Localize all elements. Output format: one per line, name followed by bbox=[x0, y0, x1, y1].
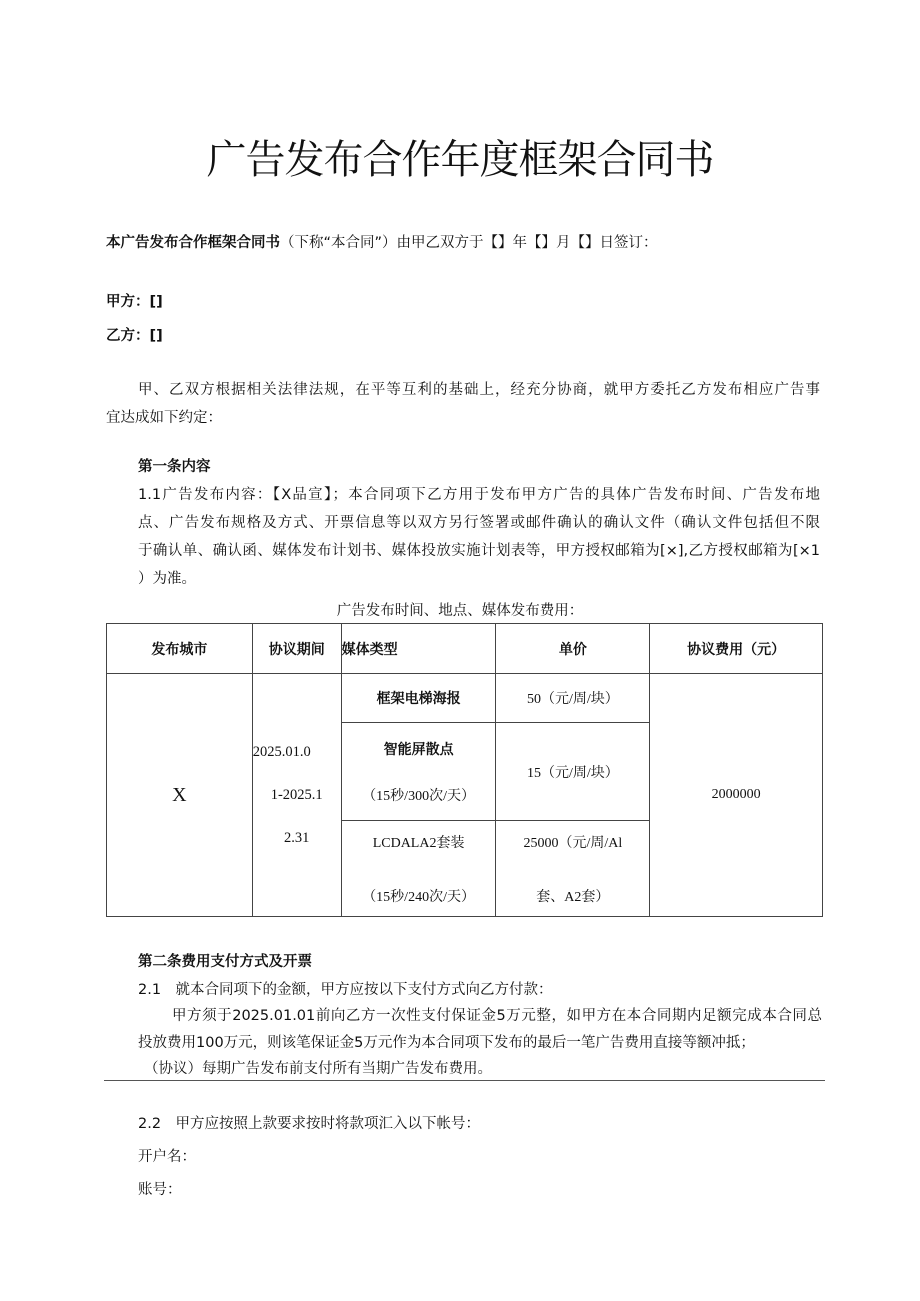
price-line: 25000（元/周/Al bbox=[523, 835, 623, 851]
intro-rest: （下称“本合同”）由甲乙双方于【】年【】月【】日签订： bbox=[280, 235, 658, 251]
period-cell bbox=[252, 674, 341, 917]
party-b bbox=[106, 326, 163, 346]
period-line: 1-2025.1 bbox=[270, 786, 323, 803]
account-number: 账号： bbox=[138, 1182, 182, 1198]
article1-line: ）为准。 bbox=[138, 571, 196, 587]
table-row bbox=[107, 674, 823, 723]
article2-line: 2.1 就本合同项下的金额，甲方应按以下支付方式向乙方付款： bbox=[138, 982, 553, 998]
media-name: LCDALA2套装 bbox=[372, 835, 465, 851]
price-cell: 50（元/周/块） bbox=[496, 674, 650, 723]
article2-line: （协议）每期广告发布前支付所有当期广告发布费用。 bbox=[144, 1061, 492, 1077]
article2-heading: 第二条费用支付方式及开票 bbox=[138, 954, 312, 970]
price-cell bbox=[496, 821, 650, 917]
article1-line: 点、广告发布规格及方式、开票信息等以双方另行签署或邮件确认的确认文件（确认文件包括但不限 bbox=[138, 515, 820, 531]
header-city: 发布城市 bbox=[107, 624, 253, 674]
divider bbox=[104, 1080, 825, 1081]
article2-line: 投放费用100万元，则该笔保证金5万元作为本合同项下发布的最后一笔广告费用直接等额冲抵； bbox=[138, 1035, 755, 1051]
intro bbox=[106, 233, 658, 253]
preamble-line: 宜达成如下约定： bbox=[106, 410, 222, 426]
article1-line: 1.1广告发布内容：【X品宣】；本合同项下乙方用于发布甲方广告的具体广告发布时间、广告发布地 bbox=[138, 487, 820, 503]
media-cell bbox=[341, 723, 496, 821]
fee-table bbox=[106, 623, 823, 917]
media-name: 智能屏散点 bbox=[383, 741, 454, 758]
price-line: 套、A2套） bbox=[536, 889, 610, 905]
article2-2: 2.2 甲方应按照上款要求按时将款项汇入以下帐号： bbox=[138, 1116, 481, 1132]
header-fee: 协议费用（元） bbox=[650, 624, 823, 674]
media-spec: （15秒/240次/天） bbox=[362, 889, 475, 905]
document-title: 广告发布合作年度框架合同书 bbox=[206, 137, 714, 183]
media-spec: （15秒/300次/天） bbox=[362, 788, 475, 804]
party-a-label: 甲方： bbox=[106, 294, 150, 310]
media-cell: 框架电梯海报 bbox=[341, 674, 496, 723]
price-cell: 15（元/周/块） bbox=[496, 723, 650, 821]
account-name: 开户名： bbox=[138, 1149, 196, 1165]
party-a-value: [] bbox=[149, 294, 163, 310]
intro-bold: 本广告发布合作框架合同书 bbox=[106, 235, 280, 251]
header-media: 媒体类型 bbox=[341, 624, 496, 674]
preamble-line: 甲、乙双方根据相关法律法规，在平等互利的基础上，经充分协商，就甲方委托乙方发布相应广告事 bbox=[138, 382, 820, 398]
city-cell: X bbox=[107, 674, 253, 917]
period-line: 2.31 bbox=[284, 829, 310, 846]
header-price: 单价 bbox=[496, 624, 650, 674]
party-a bbox=[106, 292, 163, 312]
party-b-value: [] bbox=[149, 328, 163, 344]
fee-cell: 2000000 bbox=[650, 674, 823, 917]
header-period: 协议期间 bbox=[252, 624, 341, 674]
table-caption: 广告发布时间、地点、媒体发布费用： bbox=[336, 603, 584, 619]
article1-line: 于确认单、确认函、媒体发布计划书、媒体投放实施计划表等，甲方授权邮箱为[×],乙方授权邮箱为[×1 bbox=[138, 543, 820, 559]
article2-line: 甲方须于2025.01.01前向乙方一次性支付保证金5万元整，如甲方在本合同期内足额完成本合同总 bbox=[172, 1008, 822, 1024]
period-line: 2025.01.0 bbox=[252, 743, 311, 760]
table-header-row bbox=[107, 624, 823, 674]
article1-heading: 第一条内容 bbox=[138, 459, 211, 475]
media-cell bbox=[341, 821, 496, 917]
party-b-label: 乙方： bbox=[106, 328, 150, 344]
